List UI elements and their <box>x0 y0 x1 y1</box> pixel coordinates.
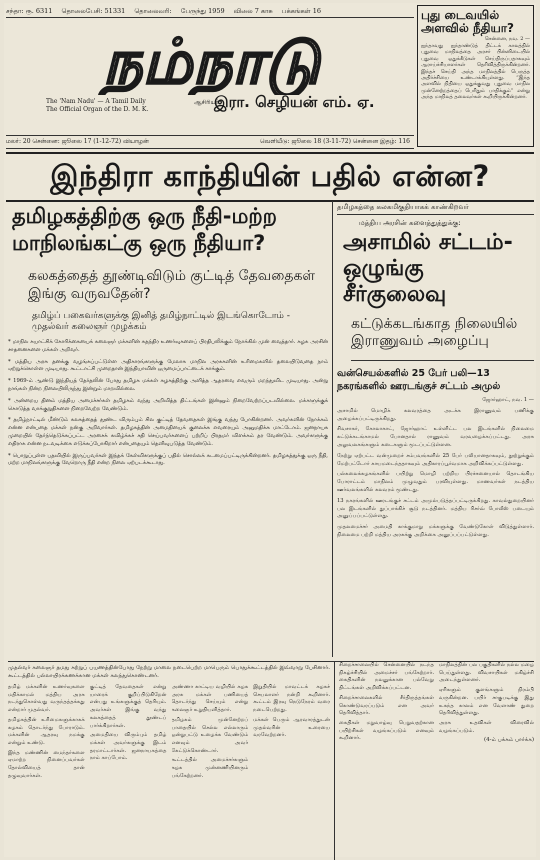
issue-left: மலர்: 20 சென்னை: ஜூலை 17 (1-12-72) வியாழன் <box>6 138 149 145</box>
main-headline: இந்திரா காந்தியின் பதில் என்ன? <box>6 152 534 202</box>
paragraph: * மாநில சுயாட்சிக் கோரிக்கையைக் கலைஞர் மக்களின் சுதந்திர உணர்வுகளைப் பிரதிபலிக்கும் நோக்கில் முன் வைத்தார். கழக அரசின் சாதனைகளை மக்கள் அறிவர். <box>8 339 328 353</box>
lead-deck: தமிழ்ப் பகைவர்களுக்கு இனித் தமிழ்நாட்டில் இடங்கொடோம் - முதல்வர் கலைஞர் முழக்கம் <box>32 311 290 332</box>
paragraph: குட்டித் தேவதைகள் என்று யாரைக் குறிப்பிடுகிறேன் என்பது உங்களுக்குத் தெரியும். அவர்கள் இங்கு வந்து கலகத்தைத் தூண்டப் பார்க்கிறார்கள். <box>89 684 167 729</box>
info-item: தொலைவரி: <box>134 7 172 15</box>
bottom-section <box>8 661 534 860</box>
top-news-box <box>417 5 534 147</box>
paragraph: * தமிழ்நாட்டில் மீண்டும் கலகத்தைத் தூண்ட விரும்பும் சில குட்டித் தேவதைகள் இங்கு வந்து போகின்றனர். அவர்களின் நோக்கம் என்ன என்பதை மக்கள் நன்கு அறிவார்கள். தமிழகத்தின் அமைதியைக் குலைக்க எவரையும் அனுமதிக்க மாட்டோம். ஜனநாயக முறையில் தேர்ந்தெடுக்கப்பட்ட அரசைக் கவிழ்க்கச் சதி செய்பவர்களைப் பற்றிப் பிரதமர் விளக்கம் தர வேண்டும். அவர்களுக்கு எதிராக என்ன நடவடிக்கை எடுக்கப்போகிறார் என்பதையும் தெளிவுபடுத்த வேண்டும். <box>8 417 328 447</box>
story-kicker-2: மத்திய அரசின் களைத்துத்துக்கு: <box>359 219 461 227</box>
info-strip <box>6 5 414 18</box>
info-item: பேருந்து 1959 <box>180 7 225 15</box>
logo-wordmark: நம்நாடு <box>102 25 320 95</box>
paragraph: சிறைச்சாலையில் சென்னையில் நடந்த நிகழ்ச்சியில் அமைச்சர் பங்கேற்றார். கைதிகளின் நலனுக்கான பல்வேறு திட்டங்கள் அறிவிக்கப்பட்டன. <box>339 662 434 692</box>
text-column <box>439 662 534 860</box>
dateline: ஜோர்ஹாட், நவ. 1 — <box>482 397 534 403</box>
continued-note: (4-ம் பக்கம் பார்க்க) <box>483 737 534 744</box>
text-column <box>90 684 167 859</box>
info-item: தொலைபேசி: 51331 <box>61 7 126 15</box>
paragraph: அசாமில் மொழிக் கலவரத்தை அடக்க இராணுவம் பணிக்கு அழைக்கப்பட்டிருக்கிறது. <box>337 407 534 422</box>
paragraph: சிறைச்சாலைகளில் சீர்திருத்தங்கள் கொண்டுவரப்படும் என அவர் தெரிவித்தார். <box>339 694 434 717</box>
subtitle-line: The Official Organ of the D. M. K. <box>46 106 149 113</box>
masthead-subtitle <box>46 98 148 114</box>
paragraph: அமைதியை விரும்பும் தமிழ் மக்கள் அவர்களுக்கு இடம் தரமாட்டார்கள். ஜனநாயகத்தை நாம் காப்போம். <box>89 732 167 762</box>
lead-story <box>8 201 328 657</box>
paragraph: முதலமைச்சர் அமைதி காக்குமாறு மக்களுக்கு வேண்டுகோள் விடுத்துள்ளார். நிலைமை பற்றி மத்திய அரசுக்கு அறிக்கை அனுப்பப்பட்டுள்ளது. <box>337 524 534 538</box>
paragraph: * 1969-ம் ஆண்டு இந்தியத் தேர்தலின் போது தமிழக மக்கள் கழகத்திற்கு அளித்த ஆதரவை எவரும் மறந்துவிட முடியாது. அன்று நாங்கள் நின்ற நிலையிலிருந்து இன்றும் மாறவில்லை. <box>8 378 328 392</box>
editor-label: ஆசிரியர்: <box>194 99 221 106</box>
second-subheadline: கட்டுக்கடங்காத நிலையில் இராணுவம் அழைப்பு <box>351 316 534 361</box>
text-column <box>8 684 85 859</box>
paragraph: இறுதியில் மாவட்டக் கழகச் செயலாளர் நன்றி கூறினார். கூட்டம் இரவு நெடுநேரம் வரை நடைபெற்றது. <box>253 684 330 714</box>
paragraph: தமிழ் மக்களின் உணர்வுகளை மதிக்காமல் மத்திய அரசு நடந்துகொள்வது வருந்தத்தக்கது என்றார் முதல்வர். <box>8 684 85 714</box>
topbox-title: புது டைவயில் அளவில் நீதியா? <box>421 8 514 35</box>
paragraph: இந்த மண்ணின் மைந்தர்களை ஏமாற்ற நினைப்பவர்கள் தோல்வியைத் தான் தழுவுவார்கள். <box>8 749 85 779</box>
newspaper-logo <box>46 23 376 95</box>
paragraph: கைதிகள் மறுவாழ்வு பெறுவதற்கான பயிற்சிகள் வழங்கப்படும் எனவும் கூறினார். <box>339 719 434 742</box>
masthead <box>6 19 414 131</box>
paragraph: பல்கலைக்கழகங்களில் பயிற்று மொழி பற்றிய பிரச்சனையால் தொடங்கிய போராட்டம் மாநிலம் முழுவதும் பரவியுள்ளது. மாணவர்கள் நடத்திய ஊர்வலங்களில் கலவரம் மூண்டது. <box>337 471 534 493</box>
story-kicker: தமிழகத்தை கலகமிகுதியாகக் காண்கிறவர் <box>337 203 534 215</box>
lead-body <box>8 339 328 468</box>
paragraph: நேற்று ஏற்பட்ட வன்முறைச் சம்பவங்களில் 25 பேர் பலியானதாகவும், நூற்றுக்கும் மேற்பட்டோர் காயமடைந்ததாகவும் அதிகாரப்பூர்வமாக அறிவிக்கப்பட்டுள்ளது. <box>337 452 534 467</box>
paragraph: தமிழகத்தின் உரிமைகளுக்காகக் கழகம் தொடர்ந்து போராடும். மக்களின் ஆதரவு நமக்கு என்றும் உண்டு. <box>8 716 85 746</box>
newspaper-page <box>4 3 536 857</box>
issue-line <box>6 135 414 149</box>
topbox-body: ஐந்தாவது ஐந்தாண்டுத் திட்டக் காலத்தில் புதுவை மாநிலத்தை அரசர் பின்னிடையில் புதுவை ஒதுக்கீடுகள் செய்திருப்பதாகவும் ஆராய்ச்சியாளர்கள் தெரிவித்திருக்கின்றனர். இந்தச் செய்தி அந்த மாநிலத்தில் பெருத்த அதிர்ச்சியை உண்டாக்கியுள்ளது. “இந்த அளவில் நிதியை ஒதுக்குவது புதுவை மாநில முன்னேற்றத்தைப் பெரிதும் பாதிக்கும்” என்று அந்த மாநிலத் தலைவர்கள் கூறியிருக்கின்றனர். <box>421 43 530 101</box>
bottom-right-columns <box>334 662 534 860</box>
info-item: விலை 7 காசு <box>233 7 273 15</box>
bottom-intro: முதல்வர் கலைஞர் தமது சுற்றுப் பயணத்தின்போது நேற்று மாலை நடைபெற்ற மாபெரும் பொதுக்கூட்டத்தில் இவ்வாறு பேசினார். கூட்டத்தில் பல்லாயிரக்கணக்கான மக்கள் கலந்துகொண்டனர். <box>8 665 330 679</box>
paragraph: * பொறுப்புள்ள பதவியில் இருப்பவர்கள் இந்தக் கேள்விகளுக்குப் பதில் சொல்லக் கடமைப்பட்டிருக்கின்றனர். தமிழகத்துக்கு ஒரு நீதி, மற்ற மாநிலங்களுக்கு வேறொரு நீதி என்ற நிலை ஏற்படக்கூடாது. <box>8 452 328 467</box>
paragraph: மாநிலத்தின் பல பகுதிகளில் நல்ல மழை பெய்துள்ளது. விவசாயிகள் மகிழ்ச்சி அடைந்துள்ளனர். <box>439 662 534 684</box>
subtitle-line: The 'Nam Nadu' — A Tamil Daily <box>46 98 146 105</box>
paragraph: சிவசாகர், கோலாகாட், ஜோர்ஹாட் உள்ளிட்ட பல இடங்களில் நிலைமை கட்டுக்கடங்காமல் போனதால் ராணுவம் வரவழைக்கப்பட்டது. அரசு அலுவலகங்களும் கடைகளும் மூடப்பட்டுள்ளன. <box>337 426 534 448</box>
paragraph: அண்ணா காட்டிய வழியில் கழக அரசு மக்கள் பணியைத் தொடர்ந்து செய்யும் என்று கலைஞர் உறுதியளித்தார். <box>171 684 249 714</box>
topbox-dateline: சென்னை, நவ. 2 — <box>484 36 530 42</box>
lead-subheadline: கலகத்தைத் தூண்டிவிடும் குட்டித் தேவதைகள் இங்கு வருவதேன்? <box>28 268 316 302</box>
paragraph: ஏரிகளும் குளங்களும் நிரம்பி வருகின்றன. பயிர் சாகுபடிக்கு இது உகந்த காலம் என வேளாண் துறை தெரிவித்துள்ளது. <box>439 687 534 717</box>
paragraph: * அன்றைய தினம் மத்திய அமைச்சர்கள் தமிழகம் வந்து அறிவித்த திட்டங்கள் இன்னும் நிறைவேற்றப்படவில்லை. மக்களுக்குக் கொடுத்த வாக்குறுதிகளை நிறைவேற்ற வேண்டும். <box>8 397 328 412</box>
paragraph: மக்கள் பெரும் ஆரவாரத்துடன் முதல்வரின் உரையை வரவேற்றனர். <box>253 716 330 739</box>
lead-headline: தமிழகத்திற்கு ஒரு நீதி-மற்ற மாநிலங்கட்கு ஒரு நீதியா? <box>12 204 277 255</box>
text-column <box>253 684 330 859</box>
second-headline: அசாமில் சட்டம்-ஒழுங்கு சீர்குலைவு <box>343 230 513 307</box>
paragraph: 13 நகரங்களில் ஊரடங்குச் சட்டம் அமுல்படுத்தப்பட்டிருக்கிறது. காவல்துறையினர் பல இடங்களில் துப்பாக்கிச் சூடு நடத்தினர். மத்திய ரிசர்வ் போலீஸ் படையும் அனுப்பப்பட்டுள்ளது. <box>337 497 534 520</box>
paragraph: * மத்திய அரசு தனக்கு வழங்கப்பட்டுள்ள அதிகாரங்களுக்கு மேலாக மாநில அரசுகளின் உரிமைகளில் தலையிடுவதை நாம் ஏற்றுக்கொள்ள முடியாது. கூட்டாட்சி முறைதான் இந்தியாவின் ஒருமைப்பாட்டைக் காக்கும். <box>8 358 328 373</box>
info-item: பக்கங்கள் 16 <box>281 7 322 15</box>
bottom-columns <box>8 684 330 859</box>
info-item: சந்தா: ரூ. 6311 <box>6 7 53 15</box>
editor-name: இரா. செழியன் எம். ஏ. <box>214 93 375 111</box>
second-deck: வன்செயல்களில் 25 பேர் பலி—13 நகரங்களில் ஊரடங்குச் சட்டம் அமுல் <box>337 368 501 392</box>
paragraph: கூட்டத்தில் அமைச்சர்களும் கழக முன்னணியினரும் பங்கேற்றனர். <box>171 757 249 779</box>
text-column <box>172 684 249 859</box>
text-column <box>339 662 434 860</box>
issue-right: வெளியீடு: ஜூலை 18 (3-11-72) சென்னை இதழ்: 116 <box>259 138 410 145</box>
paragraph: அரசு உதவிகள் விரைவில் வழங்கப்படும். <box>439 719 534 734</box>
second-story <box>332 201 534 657</box>
paragraph: தமிழகம் முன்னேற்றப் பாதையில் செல்ல எல்லாரும் ஒன்றுபட்டு உழைக்க வேண்டும் எனவும் அவர் கேட்டுக்கொண்டார். <box>171 716 249 754</box>
